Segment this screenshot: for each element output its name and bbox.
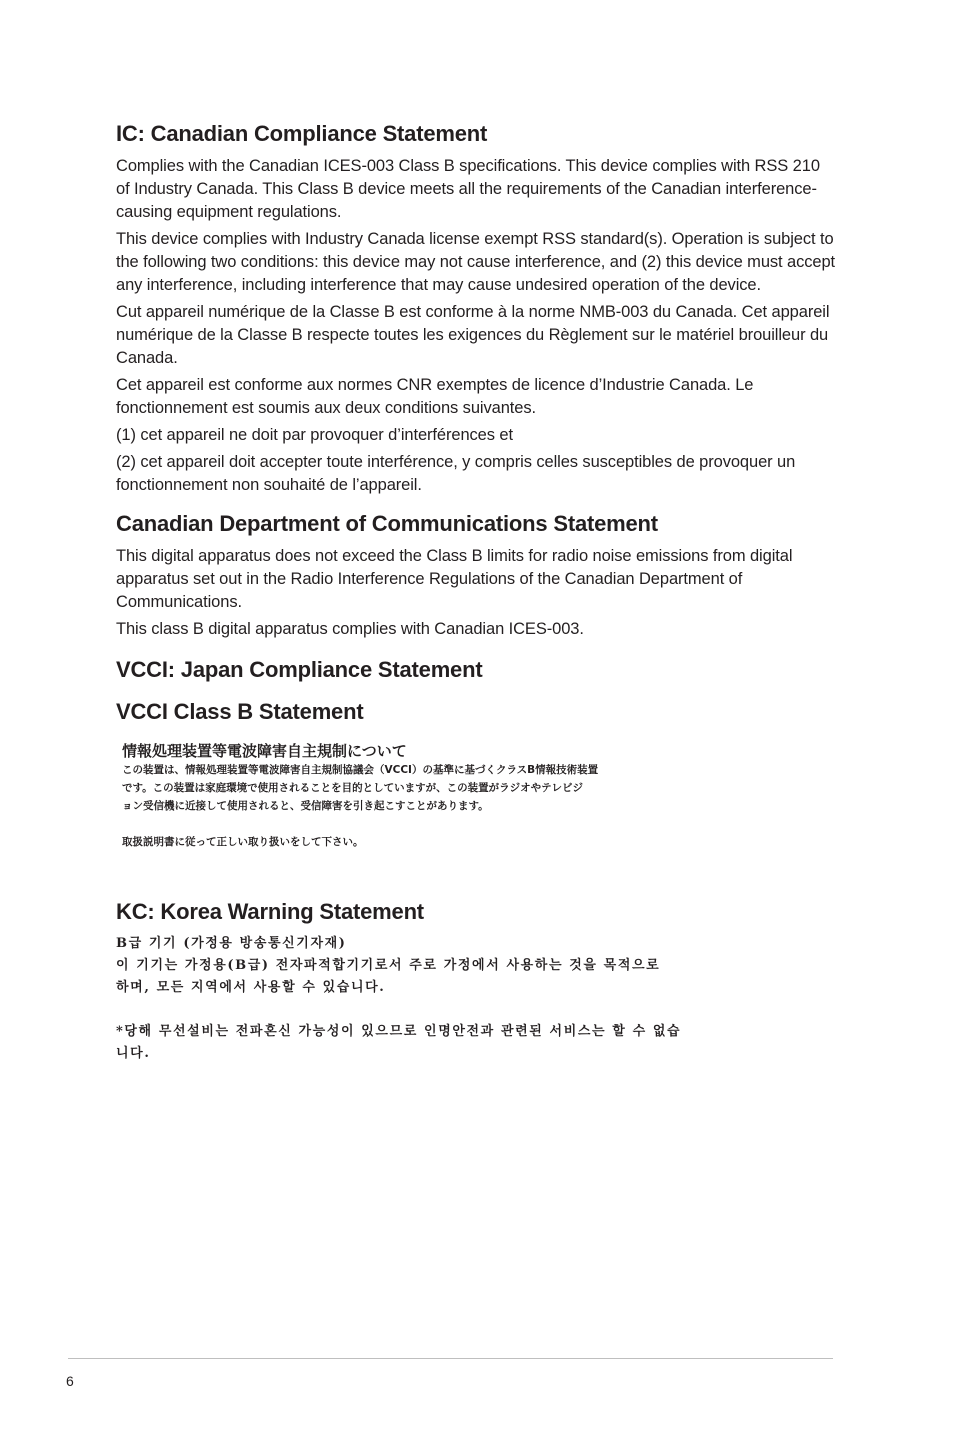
- ic-paragraph-1: Complies with the Canadian ICES-003 Class B specifications. This device complies with RSS 210 of Industry Canada. This Class B device meets all the requirements of the Canadian interference-causing equipment regulations.: [116, 157, 820, 221]
- cdc-paragraph-1: This digital apparatus does not exceed the Class B limits for radio noise emissions from digital apparatus set out in the Radio Interference Regulations of the Canadian Department of Communications.: [116, 547, 793, 611]
- page-number: 6: [66, 1373, 74, 1389]
- vcci-line-5: 取扱説明書に従って正しい取り扱いをして下さい。: [122, 836, 364, 848]
- ic-paragraph-5: (1) cet appareil ne doit par provoquer d’interférences et: [116, 426, 513, 444]
- kc-heading: KC: Korea Warning Statement: [116, 899, 424, 924]
- vcci-subheading: VCCI Class B Statement: [116, 699, 364, 724]
- vcci-japanese-statement: [122, 741, 836, 851]
- kc-spacer: [116, 999, 836, 1021]
- ic-paragraph-2: This device complies with Industry Canada license exempt RSS standard(s). Operation is subject to the following two conditions: this device may not cause interference, and (2) this device must accept any interference, including interference that may cause undesired operation of the device.: [116, 230, 836, 294]
- vcci-line-2: この装置は、情報処理装置等電波障害自主規制協議会（VCCI）の基準に基づくクラスB情報技術装置: [122, 764, 599, 776]
- vcci-line-4: ョン受信機に近接して使用されると、受信障害を引き起こすことがあります。: [122, 800, 489, 812]
- cdc-heading: Canadian Department of Communications Statement: [116, 511, 658, 536]
- ic-paragraph-4: Cet appareil est conforme aux normes CNR exemptes de licence d’Industrie Canada. Le fonctionnement est soumis aux deux conditions suivantes.: [116, 376, 754, 417]
- kc-line-1: B급 기기 (가정용 방송통신기자재): [116, 936, 347, 951]
- ic-paragraph-6: (2) cet appareil doit accepter toute interférence, y compris celles susceptibles de provoquer un fonctionnement non souhaité de l’appareil.: [116, 453, 796, 494]
- kc-line-4: *당해 무선설비는 전파혼신 가능성이 있으므로 인명안전과 관련된 서비스는 할 수 없습: [116, 1024, 682, 1039]
- vcci-line-3: です。この装置は家庭環境で使用されることを目的としていますが、この装置がラジオやテレビジ: [122, 782, 583, 794]
- vcci-line-1: 情報処理装置等電波障害自主規制について: [122, 742, 407, 760]
- vcci-spacer: [122, 815, 836, 833]
- footer-divider: [68, 1358, 833, 1359]
- ic-paragraph-3: Cut appareil numérique de la Classe B est conforme à la norme NMB-003 du Canada. Cet appareil numérique de la Classe B respecte toutes les exigences du Règlement sur le matériel brouilleur du Canada.: [116, 303, 830, 367]
- vcci-heading: VCCI: Japan Compliance Statement: [116, 657, 483, 682]
- page-content: [116, 119, 836, 1065]
- kc-section: [116, 897, 836, 1065]
- ic-section: [116, 119, 836, 497]
- kc-line-3: 하며, 모든 지역에서 사용할 수 있습니다.: [116, 980, 386, 995]
- kc-line-2: 이 기기는 가정용(B급) 전자파적합기기로서 주로 가정에서 사용하는 것을 목적으로: [116, 958, 661, 973]
- cdc-section: [116, 509, 836, 641]
- cdc-paragraph-2: This class B digital apparatus complies with Canadian ICES-003.: [116, 620, 584, 638]
- ic-heading: IC: Canadian Compliance Statement: [116, 121, 488, 146]
- kc-korean-statement: [116, 933, 836, 1065]
- vcci-section: [116, 655, 836, 851]
- kc-line-5: 니다.: [116, 1046, 151, 1061]
